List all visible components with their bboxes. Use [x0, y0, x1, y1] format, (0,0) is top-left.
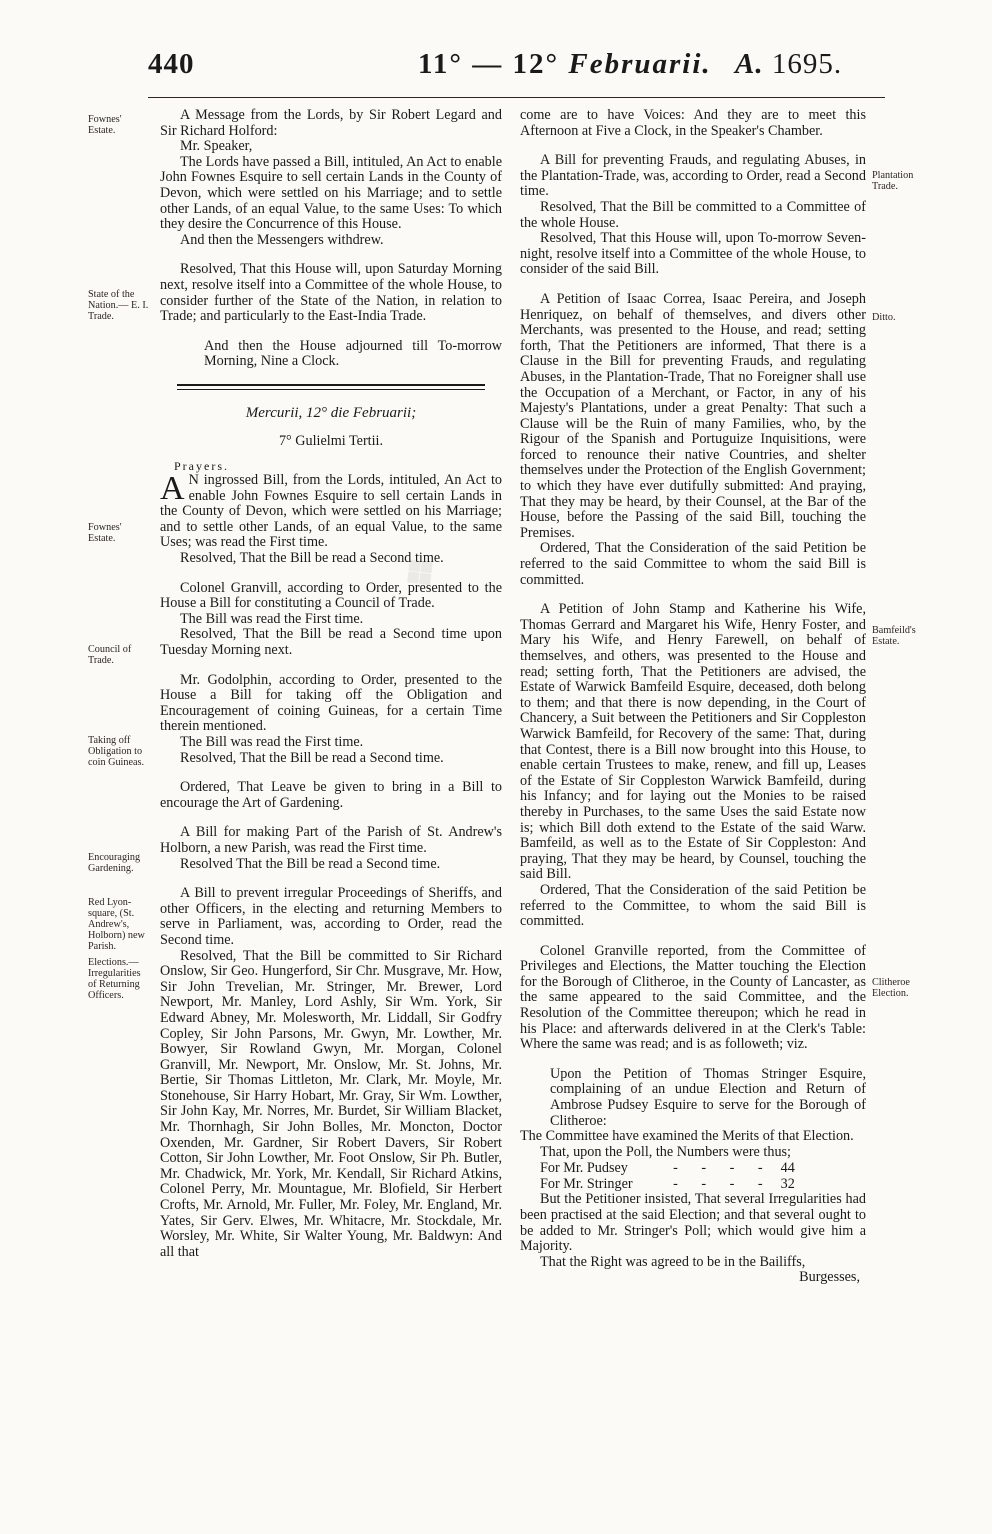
paragraph: Upon the Petition of Thomas Stringer Esquire, complaining of an undue Election and Return of Ambrose Pudsey Esquire to serve for the Borough of Clitheroe: [550, 1065, 866, 1129]
paragraph: A Bill to prevent irregular Proceedings of Sheriffs, and other Officers, in the electing and returning Members to serve in Parliament, was, according to Order, read the Second time. [160, 885, 502, 948]
poll-row [540, 1176, 811, 1192]
paragraph: And then the Messengers withdrew. [180, 231, 384, 248]
paragraph: Resolved, That the Bill be read a Second time. [180, 550, 444, 567]
paragraph: A Petition of John Stamp and Katherine his Wife, Thomas Gerrard and Margaret his Wife, Henry Foster, and Mary his Wife, and Henry Farewell, on behalf of themselves, and others, was presented to the House and read; setting forth, That the Petitioners are advised, the Estate of Warwick Bamfeild Esquire, deceased, doth belong to them; and that there is now depending, in the Court of Chancery, a Suit between the Petitioners and Sir Coppleston Warwick Bamfeild, for Recovery of the same: That, during that Contest, there is a Bill now brought into this House, to enable certain Trustees to make, renew, and fill up, Leases of the Estate of Sir Coppleston Warwick Bamfeild, during his Infancy; and for laying out the Monies to be raised thereby in Purchases, to the same Uses the said Estate now is; which Bill doth extend to the Estate of the said Warw. Bamfeild, as well as to the Estate of Sir Coppleston: And praying, That they may be heard, by Counsel, touching the said Bill. [520, 601, 866, 883]
drop-cap: A [160, 470, 185, 508]
margin-note: Taking off Obligation to coin Guineas. [88, 735, 145, 768]
paragraph: That, upon the Poll, the Numbers were thus; [540, 1143, 791, 1160]
paragraph: Resolved, That the Bill be read a Second time upon Tuesday Morning next. [160, 626, 502, 659]
paragraph: Resolved, That the Bill be committed to Sir Richard Onslow, Sir Geo. Hungerford, Sir Chr. Musgrave, Mr. How, Sir John Trevelian, Mr. Stringer, Mr. Brewer, Lord Newport, Mr. Manley, Lord Ashly, Sir Wm. York, Sir Edward Abney, Mr. Molesworth, Mr. Liddall, Sir Godfry Copley, Sir John Parsons, Mr. Gwyn, Mr. Lowther, Mr. Bowyer, Sir Rowland Gwyn, Mr. Morgan, Colonel Granvill, Mr. Newport, Mr. Onslow, Mr. St. Johns, Mr. Bertie, Sir Thomas Littleton, Mr. Clark, Mr. Moyle, Mr. Stonehouse, Sir Harry Hobart, Mr. Gray, Sir Wm. Lowther, Sir John Kay, Mr. Norres, Mr. Burdet, Sir William Blacket, Mr. Thornhagh, Sir John Bolles, Mr. Moncton, Doctor Oxenden, Mr. Gardner, Sir Robert Davers, Sir Robert Cotton, Sir John Lowther, Mr. Foot Onslow, Sir Ph. Butler, Mr. Chadwick, Mr. York, Mr. Kendall, Sir Richard Atkins, Colonel Perry, Mr. Mountague, Mr. Blofield, Sir Herbert Crofts, Mr. Arnold, Mr. Fuller, Mr. Foley, Mr. England, Mr. Yates, Sir Gerv. Elwes, Mr. Whitacre, Mr. Stockdale, Mr. Worsley, Mr. White, Sir Walter Young, Mr. Baldwyn: And all that [160, 947, 502, 1260]
paragraph: Resolved, That this House will, upon Saturday Morning next, resolve itself into a Committee of the whole House, to consider further of the State of the Nation, in relation to Trade; and particularly to the East-India Trade. [160, 261, 502, 325]
paragraph-text: N ingrossed Bill, from the Lords, intituled, An Act to enable John Fownes Esquire to sell certain Lands in the County of Devon, which were settled on his Marriage; and to settle other Lands, of an equal Value, to the same Uses; was read the First time. [160, 472, 502, 551]
margin-note: Plantation Trade. [872, 170, 914, 192]
paragraph: Ordered, That the Consideration of the said Petition be referred to the said Committee to whom the said Bill is committed. [520, 540, 866, 588]
paragraph: The Committee have examined the Merits of that Election. [520, 1128, 854, 1145]
poll-table [540, 1160, 811, 1192]
header-date-days: 11° — 12° [418, 48, 560, 80]
reign-heading: 7° Gulielmi Tertii. [278, 432, 384, 449]
paragraph: Resolved, That the Bill be committed to a Committee of the whole House. [520, 198, 866, 231]
paragraph: And then the House adjourned till To-morrow Morning, Nine a Clock. [204, 337, 502, 370]
day-heading: Mercurii, 12° die Februarii; [245, 404, 417, 421]
paragraph: But the Petitioner insisted, That several Irregularities had been practised at the said Election; and that several ought to be added to Mr. Stringer's Poll; which would give him a Majority. [520, 1191, 866, 1255]
margin-note: Clitheroe Election. [872, 977, 910, 999]
poll-label: For Mr. Pudsey [540, 1160, 628, 1177]
paragraph: A Bill for preventing Frauds, and regulating Abuses, in the Plantation-Trade, was, according to Order, read a Second time. [520, 152, 866, 200]
header-year-value: 1695. [771, 48, 843, 80]
left-column [160, 108, 502, 1260]
header-date [418, 48, 712, 81]
catchword: Burgesses, [799, 1269, 860, 1286]
poll-leader: - - - - [673, 1176, 773, 1193]
paragraph: Mr. Godolphin, according to Order, presented to the House a Bill for taking off the Obligation and Encouragement of coining Guineas, for a certain Time therein mentioned. [160, 671, 502, 735]
margin-note: Elections.— Irregularities of Returning Officers. [88, 957, 141, 1001]
paragraph-dropcap [160, 470, 502, 551]
header-year-prefix: A. [735, 48, 764, 80]
paragraph: A Message from the Lords, by Sir Robert Legard and Sir Richard Holford: [160, 107, 502, 139]
header-rule [148, 97, 885, 98]
margin-note: Bamfeild's Estate. [872, 625, 916, 647]
margin-note: Encouraging Gardening. [88, 852, 141, 874]
header-year [735, 48, 842, 81]
margin-note: State of the Nation.— E. I. Trade. [88, 289, 149, 322]
paragraph: Colonel Granville reported, from the Committee of Privileges and Elections, the Matter touching the Election for the Borough of Clitheroe, in the County of Lancaster, as the same appeared to the said Committee, and the Resolution of the Committee thereupon; which he read in his Place: and afterwards delivered in at the Clerk's Table: Where the same was read; and is as followeth; viz. [520, 942, 866, 1053]
paragraph: A Bill for making Part of the Parish of St. Andrew's Holborn, a new Parish, was read the First time. [160, 824, 502, 856]
right-column [520, 108, 866, 1286]
paragraph: Ordered, That Leave be given to bring in a Bill to encourage the Art of Gardening. [160, 779, 502, 811]
paragraph: Colonel Granvill, according to Order, presented to the House a Bill for constituting a Council of Trade. [160, 579, 502, 612]
margin-note: Ditto. [872, 312, 896, 323]
paragraph: That the Right was agreed to be in the Bailiffs, [540, 1253, 806, 1270]
prayers-heading: Prayers. [174, 459, 229, 474]
poll-value: 44 [780, 1160, 795, 1177]
margin-note: Fownes' Estate. [88, 114, 122, 136]
poll-leader: - - - - [673, 1160, 773, 1177]
paragraph: come are to have Voices: And they are to meet this Afternoon at Five a Clock, in the Speaker's Chamber. [520, 107, 866, 139]
margin-note: Fownes' Estate. [88, 522, 122, 544]
day-separator-rule [177, 384, 485, 390]
margin-note: Red Lyon-square, (St. Andrew's, Holborn) new Parish. [88, 897, 145, 952]
page-number: 440 [148, 48, 195, 80]
paragraph: Mr. Speaker, [180, 138, 253, 155]
paragraph: The Bill was read the First time. [180, 610, 364, 627]
poll-row [540, 1160, 811, 1176]
header-date-month: Februarii. [568, 48, 712, 80]
paragraph: The Lords have passed a Bill, intituled, An Act to enable John Fownes Esquire to sell certain Lands in the County of Devon, which were settled on his Marriage; and to settle other Lands, of an equal Value, to the same Uses: To which they desire the Concurrence of this House. [160, 153, 502, 233]
paragraph: Ordered, That the Consideration of the said Petition be referred to the Committee, to whom the said Bill is committed. [520, 881, 866, 930]
watermark: ❖ [392, 540, 456, 604]
paragraph: Resolved That the Bill be read a Second time. [180, 855, 441, 872]
poll-value: 32 [780, 1176, 795, 1193]
paragraph: Resolved, That this House will, upon To-morrow Seven-night, resolve itself into a Committee of the whole House, to consider of the said Bill. [520, 230, 866, 278]
paragraph: A Petition of Isaac Correa, Isaac Pereira, and Joseph Henriquez, on behalf of themselves, and divers other Merchants, was presented to the House, and read; setting forth, That the Petitioners are informed, That there is a Clause in the Bill for preventing Frauds, and regulating Abuses, in the Plantation-Trade, That no Foreigner shall use the Occupation of a Merchant, or Factor, in any of his Majesty's Plantations, under a great Penalty: That such a Clause will be the Ruin of many Families, who, by the Rigour of the Spanish and Portuguize Inquisitions, were forced to renounce their native Countries, and shelter themselves under the Protection of the English Government; to which they have ever dutifully submitted: And praying, That they may be heard, by their Counsel, at the Bar of the House, before the Passing of the said Bill, touching the Premises. [520, 290, 866, 541]
page-header [0, 40, 992, 90]
paragraph: Resolved, That the Bill be read a Second time. [180, 749, 444, 766]
poll-label: For Mr. Stringer [540, 1176, 633, 1193]
paragraph: The Bill was read the First time. [180, 734, 364, 750]
margin-note: Council of Trade. [88, 644, 132, 666]
